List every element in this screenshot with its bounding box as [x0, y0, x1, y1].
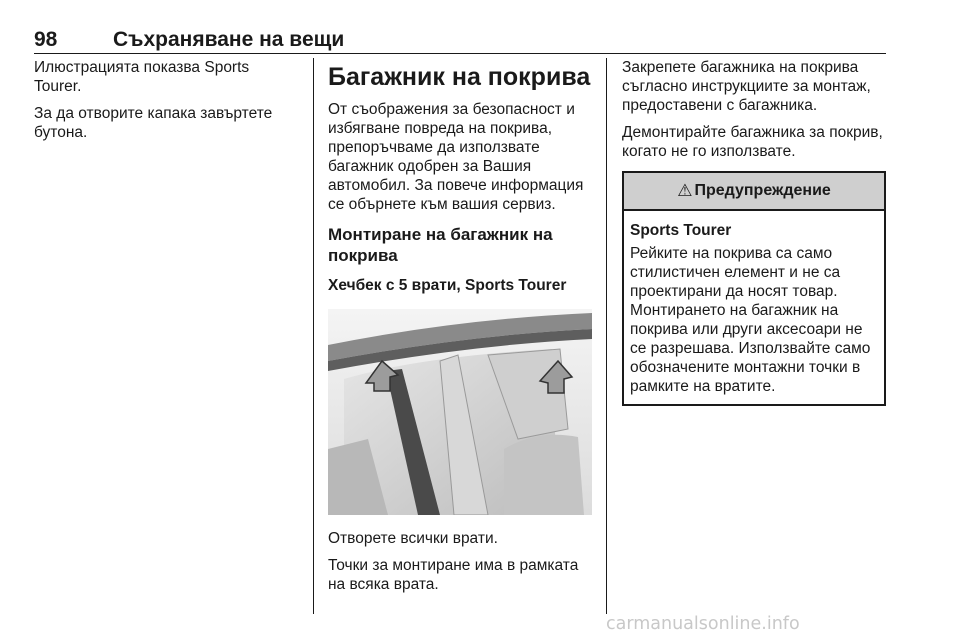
- roof-illustration-svg: [328, 309, 592, 515]
- heading-model-variant: Хечбек с 5 врати, Sports Tourer: [328, 277, 567, 294]
- warning-text: Рейките на покрива са само стилистичен елемент и не са проектирани да носят товар. Монтирането на багажник на покрива или други аксесоари не се разрешава. Използвайте само обозначените монтажни точки в рамките на вратите.: [630, 245, 871, 395]
- column-divider-2: [606, 58, 607, 614]
- watermark: carmanualsonline.info: [606, 614, 800, 634]
- column-middle: [328, 58, 596, 594]
- section-title: Съхраняване на вещи: [113, 28, 345, 51]
- warning-header: [624, 173, 884, 211]
- page-number: 98: [34, 28, 58, 51]
- paragraph-attach-rack: Закрепете багажника на покрива съгласно инструкциите за монтаж, предоставени с багажника.: [622, 59, 871, 114]
- warning-triangle-icon: ⚠: [677, 181, 693, 200]
- header-rule: [34, 53, 886, 54]
- heading-roof-rack: Багажник на покрива: [328, 63, 591, 91]
- paragraph-illustration-note: Илюстрацията показва Sports Tourer.: [34, 59, 250, 95]
- column-divider-1: [313, 58, 314, 614]
- car-roof-mounting-points-illustration: [328, 309, 592, 515]
- column-left: [34, 58, 296, 142]
- heading-mounting: Монтиране на багажник на покрива: [328, 225, 553, 265]
- warning-body: [624, 211, 884, 404]
- warning-box: [622, 171, 886, 406]
- paragraph-mounting-points: Точки за монтиране има в рамката на всяка врата.: [328, 557, 579, 593]
- paragraph-open-cover: За да отворите капака завъртете бутона.: [34, 105, 273, 141]
- column-right: [622, 58, 886, 406]
- paragraph-open-doors: Отворете всички врати.: [328, 530, 498, 547]
- warning-title: Предупреждение: [694, 182, 831, 199]
- paragraph-roof-rack-intro: От съображения за безопасност и избягване повреда на покрива, препоръчваме да използвате багажник одобрен за Вашия автомобил. За повече информация се обърнете към вашия сервиз.: [328, 101, 584, 213]
- paragraph-remove-rack: Демонтирайте багажника за покрив, когато не го използвате.: [622, 124, 883, 160]
- page-header: [34, 28, 886, 52]
- warning-subtitle: Sports Tourer: [630, 222, 732, 239]
